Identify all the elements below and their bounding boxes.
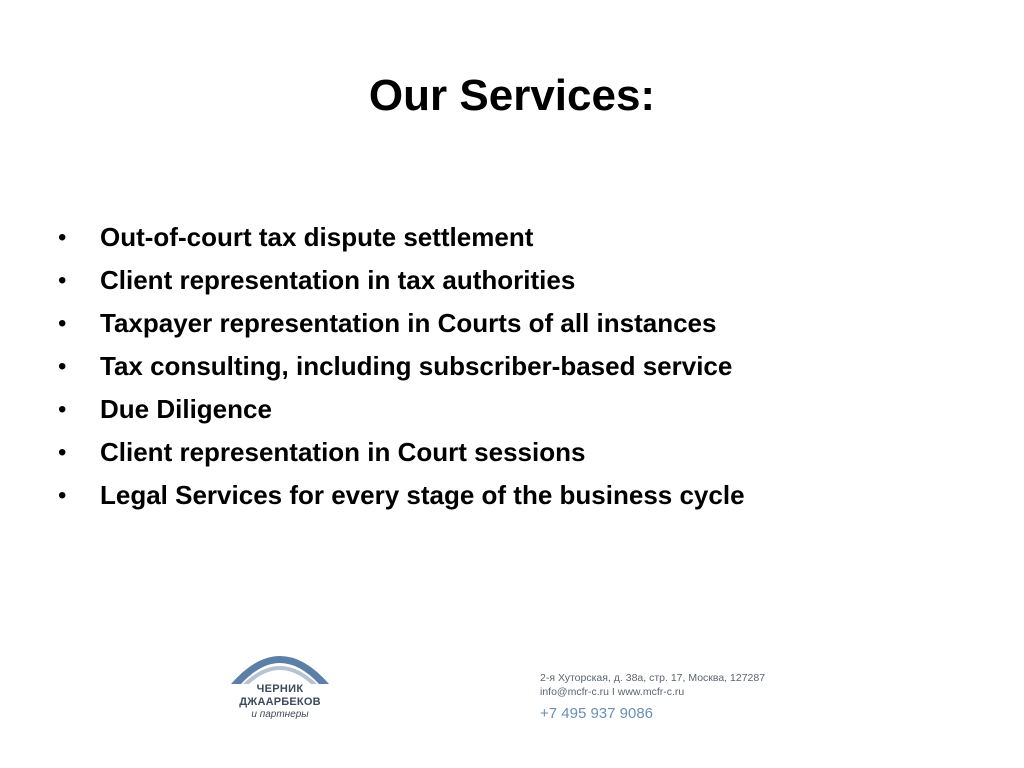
logo-text-line3: и партнеры (251, 709, 309, 720)
contact-phone: +7 495 937 9086 (540, 705, 654, 722)
bullet-icon: • (58, 224, 67, 251)
company-logo (225, 640, 340, 730)
list-item (58, 345, 745, 388)
service-label: Legal Services for every stage of the business cycle (100, 480, 745, 510)
list-item (58, 302, 745, 345)
service-label: Client representation in Court sessions (100, 437, 586, 467)
service-label: Due Diligence (100, 394, 272, 424)
contact-web: info@mcfr-c.ru I www.mcfr-c.ru (540, 686, 685, 698)
list-item (58, 388, 745, 431)
list-item (58, 216, 745, 259)
logo-text-line2: ДЖААРБЕКОВ (239, 696, 321, 708)
bullet-icon: • (58, 353, 67, 380)
list-item (58, 259, 745, 302)
service-label: Out-of-court tax dispute settlement (100, 222, 534, 252)
list-item (58, 474, 745, 517)
service-label: Tax consulting, including subscriber-based service (100, 351, 733, 381)
service-label: Client representation in tax authorities (100, 265, 576, 295)
bullet-icon: • (58, 310, 67, 337)
bullet-icon: • (58, 267, 67, 294)
contact-block (540, 671, 765, 723)
bullet-icon: • (58, 482, 67, 509)
services-list (58, 216, 745, 517)
list-item (58, 431, 745, 474)
logo-text-line1: ЧЕРНИК (256, 683, 304, 695)
arch-logo-icon (225, 640, 335, 688)
service-label: Taxpayer representation in Courts of all instances (100, 308, 717, 338)
bullet-icon: • (58, 439, 67, 466)
slide-title: Our Services: (368, 71, 656, 120)
bullet-icon: • (58, 396, 67, 423)
contact-address: 2-я Хуторская, д. 38а, стр. 17, Москва, 127287 (540, 672, 766, 684)
